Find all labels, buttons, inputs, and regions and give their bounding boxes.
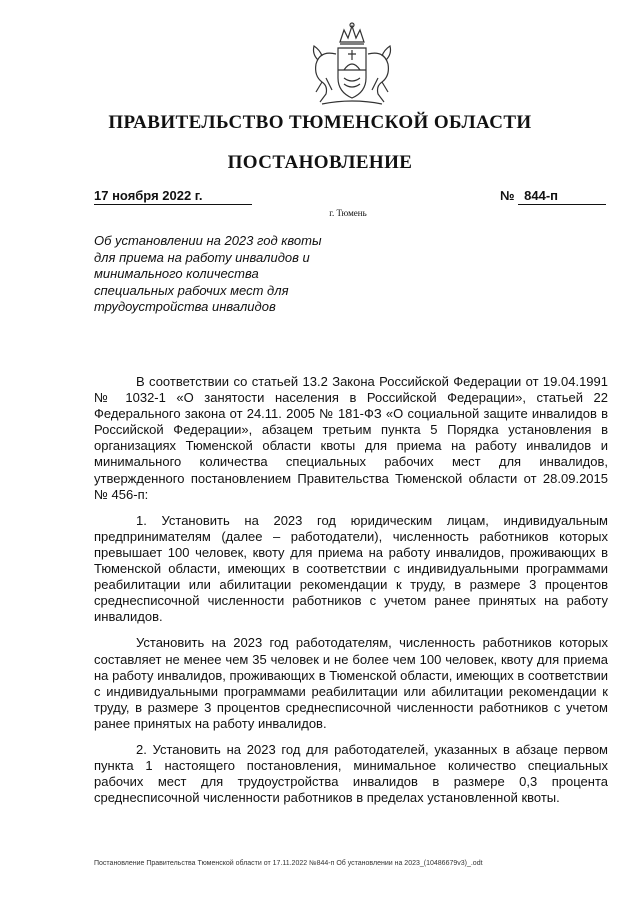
document-heading: Об установлении на 2023 год квоты для приема на работу инвалидов и минимального количества специальных рабочих мест для трудоустройства инвалидов xyxy=(94,233,322,315)
document-body xyxy=(94,374,608,816)
coat-of-arms-icon xyxy=(304,20,400,110)
document-type: ПОСТАНОВЛЕНИЕ xyxy=(227,152,413,173)
number-label: № xyxy=(500,188,515,203)
paragraph-item-1: 1. Установить на 2023 год юридическим лицам, индивидуальным предпринимателям (далее – работодатели), численность работников которых превышает 100 человек, квоту для приема на работу инвалидов, проживающих в Тюменской области, имеющих в соответствии с индивидуальными программами реабилитации или абилитации рекомендации к труду, в размере 3 процентов среднесписочной численности работников с учетом ранее принятых на работу инвалидов. xyxy=(94,512,608,625)
document-date: 17 ноября 2022 г. xyxy=(94,188,252,205)
paragraph-item-1-second: Установить на 2023 год работодателям, численность работников которых составляет не менее чем 35 человек и не более чем 100 человек, квоту для приема на работу инвалидов, проживающих в Тюменской области, имеющих в соответствии с индивидуальными программами реабилитации или абилитации рекомендации к труду, в размере 3 процентов среднесписочной численности работников с учетом ранее принятых на работу инвалидов. xyxy=(94,635,608,731)
document-number: 844-п xyxy=(518,188,606,205)
document-footer: Постановление Правительства Тюменской области от 17.11.2022 №844-п Об установлении на 2023_(10486679v3)_.odt xyxy=(94,860,483,867)
document-number-block xyxy=(500,188,606,205)
document-city: г. Тюмень xyxy=(329,208,367,218)
paragraph-preamble: В соответствии со статьей 13.2 Закона Российской Федерации от 19.04.1991 № 1032-1 «О занятости населения в Российской Федерации», статьей 22 Федерального закона от 24.11. 2005 № 181-ФЗ «О социальной защите инвалидов в Российской Федерации», абзацем третьим пункта 5 Порядка установления в организациях Тюменской области квоты для приема на работу инвалидов и минимального количества специальных рабочих мест для инвалидов, утвержденного постановлением Правительства Тюменской области от 28.09.2015 № 456-п: xyxy=(94,374,608,502)
paragraph-item-2: 2. Установить на 2023 год для работодателей, указанных в абзаце первом пункта 1 настоящего постановления, минимальное количество специальных рабочих мест для трудоустройства инвалидов в размере 0,3 процента среднесписочной численности работников в пределах установленной квоты. xyxy=(94,741,608,806)
organization-title: ПРАВИТЕЛЬСТВО ТЮМЕНСКОЙ ОБЛАСТИ xyxy=(108,112,532,133)
